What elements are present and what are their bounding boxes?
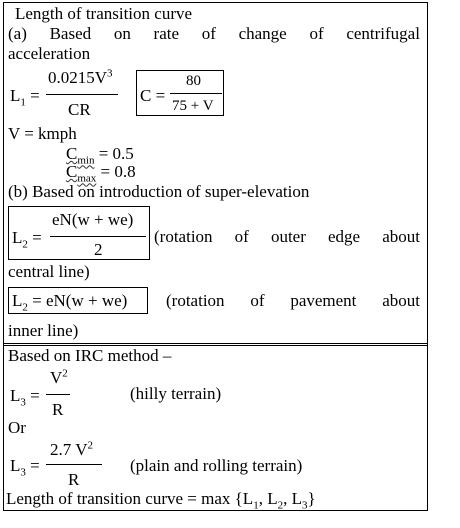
word: about [382,227,420,246]
word: outer [270,227,306,246]
section-a-line2: acceleration [8,44,91,63]
section-a-line1 [8,24,420,43]
l3b-denominator: R [68,470,80,489]
word: change [238,24,287,43]
or-text: Or [8,418,26,437]
word: edge [327,227,361,246]
section-b-title: (b) Based on introduction of super-elevation [8,182,310,201]
l2a-numerator: eN(w + we) [52,210,134,229]
final-line: Length of transition curve = $\max \{L_1$, $L_2$, $L_3$} [6,489,316,512]
l3a-fraction-bar [46,394,70,395]
word: (rotation [166,291,225,310]
word: of [201,24,216,43]
l1-denominator: CR [68,100,91,119]
row-divider [3,343,428,344]
l2b-note [166,291,420,310]
word: (rotation [154,227,213,246]
l1-lhs: $L_1$ = [10,86,40,109]
l3b-lhs: $L_3$ = [10,456,40,479]
word: on [113,24,131,43]
cmax-line: $C_{max} = 0.8$ [66,162,136,185]
l3b-note: (plain and rolling terrain) [130,456,303,475]
l2b-note-line2: inner line) [8,321,79,340]
l1-numerator: $0.0215V^3$ [48,67,113,87]
word: pavement [290,291,357,310]
word: rate [153,24,180,43]
v-definition: V = kmph [8,124,77,143]
c-lhs: C = [140,86,166,105]
word: of [309,24,324,43]
word: (a) [8,24,27,43]
irc-title: Based on IRC method – [8,346,172,365]
c-numerator: 80 [186,73,201,89]
l1-fraction-bar [46,94,118,95]
l3a-denominator: R [52,400,64,419]
c-denominator: 75 + V [172,98,214,114]
l2a-lhs: $L_2$ = [12,228,42,251]
l3a-lhs: $L_3$ = [10,386,40,409]
l3b-numerator: 2.7 $V^2$ [50,439,93,459]
l2a-note [154,227,420,246]
l2a-fraction-bar [50,236,146,237]
heading: Length of transition curve [15,4,193,23]
word: Based [49,24,92,43]
cmin-line: $C_{min} = 0.5$ [66,144,134,167]
l3a-numerator: $V^2$ [50,367,68,387]
l2a-note-line2: central line) [8,262,90,281]
word: of [250,291,265,310]
l3a-note: (hilly terrain) [130,384,222,403]
l2b-formula: $L_2 = eN(w + we)$ [12,291,128,314]
l3b-fraction-bar [46,464,102,465]
c-fraction-bar [170,93,222,94]
l2a-denominator: 2 [94,240,103,259]
word: about [382,291,420,310]
word: centrifugal [346,24,420,43]
word: of [234,227,249,246]
